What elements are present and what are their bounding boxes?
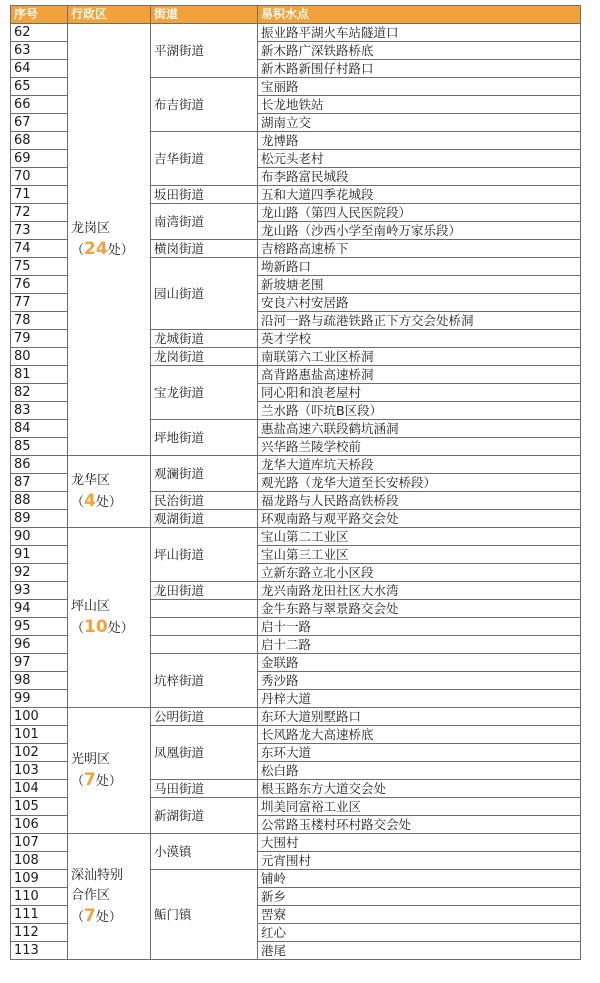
count-close-text: 处） <box>107 242 134 258</box>
count-open-paren: （ <box>71 620 85 636</box>
waterlogging-point-cell: 铺岭 <box>258 870 581 888</box>
serial-number-cell: 69 <box>11 150 68 168</box>
header-serial-number: 序号 <box>11 6 68 24</box>
waterlogging-point-cell: 安良六村安居路 <box>258 294 581 312</box>
waterlogging-point-cell: 圳美同富裕工业区 <box>258 798 581 816</box>
waterlogging-point-cell: 龙山路（沙西小学至南岭万家乐段） <box>258 222 581 240</box>
street-cell: 观湖街道 <box>151 510 258 528</box>
street-cell: 南湾街道 <box>151 204 258 240</box>
serial-number-cell: 66 <box>11 96 68 114</box>
waterlogging-points-table <box>10 5 581 960</box>
serial-number-cell: 82 <box>11 384 68 402</box>
waterlogging-point-cell: 丹梓大道 <box>258 690 581 708</box>
street-cell: 平湖街道 <box>151 24 258 78</box>
street-cell: 宝龙街道 <box>151 366 258 420</box>
serial-number-cell: 70 <box>11 168 68 186</box>
header-row <box>11 6 581 24</box>
count-number: 7 <box>84 905 96 926</box>
waterlogging-point-cell: 湖南立交 <box>258 114 581 132</box>
street-cell: 坑梓街道 <box>151 654 258 708</box>
district-name: 龙岗区 <box>71 220 111 236</box>
serial-number-cell: 62 <box>11 24 68 42</box>
district-cell <box>68 528 151 708</box>
serial-number-cell: 104 <box>11 780 68 798</box>
waterlogging-point-cell: 英才学校 <box>258 330 581 348</box>
street-cell: 横岗街道 <box>151 240 258 258</box>
serial-number-cell: 77 <box>11 294 68 312</box>
serial-number-cell: 100 <box>11 708 68 726</box>
district-cell <box>68 834 151 960</box>
serial-number-cell: 87 <box>11 474 68 492</box>
serial-number-cell: 78 <box>11 312 68 330</box>
serial-number-cell: 79 <box>11 330 68 348</box>
count-close-text: 处） <box>95 909 122 925</box>
table-row <box>11 528 581 546</box>
street-cell: 龙城街道 <box>151 330 258 348</box>
waterlogging-point-cell: 罟寮 <box>258 906 581 924</box>
waterlogging-point-cell: 红心 <box>258 924 581 942</box>
waterlogging-point-cell: 立新东路立北小区段 <box>258 564 581 582</box>
waterlogging-point-cell: 新坡塘老围 <box>258 276 581 294</box>
table-row <box>11 456 581 474</box>
waterlogging-point-cell: 兴华路兰陵学校前 <box>258 438 581 456</box>
serial-number-cell: 76 <box>11 276 68 294</box>
street-cell: 龙岗街道 <box>151 348 258 366</box>
serial-number-cell: 94 <box>11 600 68 618</box>
district-point-count <box>71 617 150 639</box>
serial-number-cell: 107 <box>11 834 68 852</box>
waterlogging-point-cell: 宝丽路 <box>258 78 581 96</box>
serial-number-cell: 112 <box>11 924 68 942</box>
count-number: 10 <box>84 616 108 637</box>
serial-number-cell: 97 <box>11 654 68 672</box>
waterlogging-point-cell: 长风路龙大高速桥底 <box>258 726 581 744</box>
table-row <box>11 834 581 852</box>
street-cell <box>151 618 258 636</box>
serial-number-cell: 68 <box>11 132 68 150</box>
waterlogging-point-cell: 龙山路（第四人民医院段） <box>258 204 581 222</box>
table-body <box>11 24 581 960</box>
waterlogging-point-cell: 宝山第三工业区 <box>258 546 581 564</box>
street-cell <box>151 636 258 654</box>
header-street: 街道 <box>151 6 258 24</box>
district-cell <box>68 24 151 456</box>
waterlogging-point-cell: 港尾 <box>258 942 581 960</box>
waterlogging-point-cell: 布李路富民城段 <box>258 168 581 186</box>
header-district: 行政区 <box>68 6 151 24</box>
district-name <box>71 866 150 906</box>
district-name-line-2: 合作区 <box>71 887 111 903</box>
district-point-count <box>71 906 150 928</box>
waterlogging-point-cell: 兰水路（吓坑B区段） <box>258 402 581 420</box>
count-number: 24 <box>84 238 108 259</box>
serial-number-cell: 99 <box>11 690 68 708</box>
serial-number-cell: 74 <box>11 240 68 258</box>
count-close-text: 处） <box>95 773 122 789</box>
waterlogging-point-cell: 龙兴南路龙田社区大水湾 <box>258 582 581 600</box>
street-cell: 马田街道 <box>151 780 258 798</box>
waterlogging-point-cell: 启十一路 <box>258 618 581 636</box>
serial-number-cell: 71 <box>11 186 68 204</box>
waterlogging-point-cell: 惠盐高速六联段鹤坑涵洞 <box>258 420 581 438</box>
serial-number-cell: 98 <box>11 672 68 690</box>
serial-number-cell: 106 <box>11 816 68 834</box>
serial-number-cell: 95 <box>11 618 68 636</box>
table-row <box>11 708 581 726</box>
waterlogging-point-cell: 福龙路与人民路高铁桥段 <box>258 492 581 510</box>
serial-number-cell: 81 <box>11 366 68 384</box>
waterlogging-point-cell: 金联路 <box>258 654 581 672</box>
serial-number-cell: 110 <box>11 888 68 906</box>
waterlogging-point-cell: 沿河一路与疏港铁路正下方交会处桥洞 <box>258 312 581 330</box>
district-point-count <box>71 491 150 513</box>
serial-number-cell: 105 <box>11 798 68 816</box>
district-point-count <box>71 770 150 792</box>
count-open-paren: （ <box>71 494 85 510</box>
district-name: 光明区 <box>71 751 111 767</box>
serial-number-cell: 90 <box>11 528 68 546</box>
serial-number-cell: 91 <box>11 546 68 564</box>
district-cell <box>68 708 151 834</box>
serial-number-cell: 109 <box>11 870 68 888</box>
district-point-count <box>71 239 150 261</box>
waterlogging-point-cell: 宝山第二工业区 <box>258 528 581 546</box>
serial-number-cell: 101 <box>11 726 68 744</box>
waterlogging-point-cell: 坳新路口 <box>258 258 581 276</box>
count-number: 7 <box>84 769 96 790</box>
street-cell: 新湖街道 <box>151 798 258 834</box>
street-cell <box>151 600 258 618</box>
serial-number-cell: 80 <box>11 348 68 366</box>
waterlogging-point-cell: 金牛东路与翠景路交会处 <box>258 600 581 618</box>
serial-number-cell: 96 <box>11 636 68 654</box>
district-name: 龙华区 <box>71 472 111 488</box>
street-cell: 园山街道 <box>151 258 258 330</box>
serial-number-cell: 63 <box>11 42 68 60</box>
table-header <box>11 6 581 24</box>
street-cell: 坂田街道 <box>151 186 258 204</box>
serial-number-cell: 67 <box>11 114 68 132</box>
waterlogging-point-cell: 新木路广深铁路桥底 <box>258 42 581 60</box>
waterlogging-point-cell: 龙博路 <box>258 132 581 150</box>
district-name: 坪山区 <box>71 598 111 614</box>
serial-number-cell: 84 <box>11 420 68 438</box>
district-name-line-1: 深汕特别 <box>71 867 124 883</box>
waterlogging-point-cell: 根玉路东方大道交会处 <box>258 780 581 798</box>
street-cell: 吉华街道 <box>151 132 258 186</box>
serial-number-cell: 75 <box>11 258 68 276</box>
waterlogging-point-cell: 龙华大道库坑天桥段 <box>258 456 581 474</box>
serial-number-cell: 103 <box>11 762 68 780</box>
serial-number-cell: 93 <box>11 582 68 600</box>
district-cell <box>68 456 151 528</box>
waterlogging-point-cell: 新乡 <box>258 888 581 906</box>
serial-number-cell: 111 <box>11 906 68 924</box>
serial-number-cell: 86 <box>11 456 68 474</box>
waterlogging-point-cell: 东环大道 <box>258 744 581 762</box>
count-close-text: 处） <box>95 494 122 510</box>
waterlogging-point-cell: 高背路惠盐高速桥洞 <box>258 366 581 384</box>
street-cell: 小漠镇 <box>151 834 258 870</box>
waterlogging-point-cell: 东环大道别墅路口 <box>258 708 581 726</box>
serial-number-cell: 89 <box>11 510 68 528</box>
serial-number-cell: 73 <box>11 222 68 240</box>
street-cell: 龙田街道 <box>151 582 258 600</box>
serial-number-cell: 92 <box>11 564 68 582</box>
street-cell: 布吉街道 <box>151 78 258 132</box>
street-cell: 坪地街道 <box>151 420 258 456</box>
count-open-paren: （ <box>71 773 85 789</box>
table-row <box>11 24 581 42</box>
waterlogging-point-cell: 启十二路 <box>258 636 581 654</box>
serial-number-cell: 72 <box>11 204 68 222</box>
waterlogging-point-cell: 新木路新围仔村路口 <box>258 60 581 78</box>
count-open-paren: （ <box>71 242 85 258</box>
street-cell: 鲘门镇 <box>151 870 258 960</box>
waterlogging-point-cell: 松白路 <box>258 762 581 780</box>
waterlogging-point-cell: 秀沙路 <box>258 672 581 690</box>
waterlogging-point-cell: 吉榕路高速桥下 <box>258 240 581 258</box>
waterlogging-point-cell: 观光路（龙华大道至长安桥段） <box>258 474 581 492</box>
serial-number-cell: 102 <box>11 744 68 762</box>
waterlogging-point-cell: 五和大道四季花城段 <box>258 186 581 204</box>
street-cell: 观澜街道 <box>151 456 258 492</box>
waterlogging-point-cell: 南联第六工业区桥洞 <box>258 348 581 366</box>
waterlogging-point-cell: 长龙地铁站 <box>258 96 581 114</box>
street-cell: 公明街道 <box>151 708 258 726</box>
waterlogging-point-cell: 公常路玉楼村环村路交会处 <box>258 816 581 834</box>
waterlogging-point-cell: 环观南路与观平路交会处 <box>258 510 581 528</box>
serial-number-cell: 113 <box>11 942 68 960</box>
street-cell: 民治街道 <box>151 492 258 510</box>
waterlogging-point-cell: 振业路平湖火车站隧道口 <box>258 24 581 42</box>
serial-number-cell: 85 <box>11 438 68 456</box>
waterlogging-point-cell: 松元头老村 <box>258 150 581 168</box>
waterlogging-points-table-container <box>10 5 581 960</box>
header-waterlogging-point: 易积水点 <box>258 6 581 24</box>
waterlogging-point-cell: 大围村 <box>258 834 581 852</box>
waterlogging-point-cell: 同心阳和浪老屋村 <box>258 384 581 402</box>
serial-number-cell: 64 <box>11 60 68 78</box>
count-number: 4 <box>84 490 96 511</box>
serial-number-cell: 88 <box>11 492 68 510</box>
street-cell: 坪山街道 <box>151 528 258 582</box>
waterlogging-point-cell: 元宵围村 <box>258 852 581 870</box>
street-cell: 凤凰街道 <box>151 726 258 780</box>
serial-number-cell: 65 <box>11 78 68 96</box>
serial-number-cell: 83 <box>11 402 68 420</box>
count-open-paren: （ <box>71 909 85 925</box>
serial-number-cell: 108 <box>11 852 68 870</box>
count-close-text: 处） <box>107 620 134 636</box>
